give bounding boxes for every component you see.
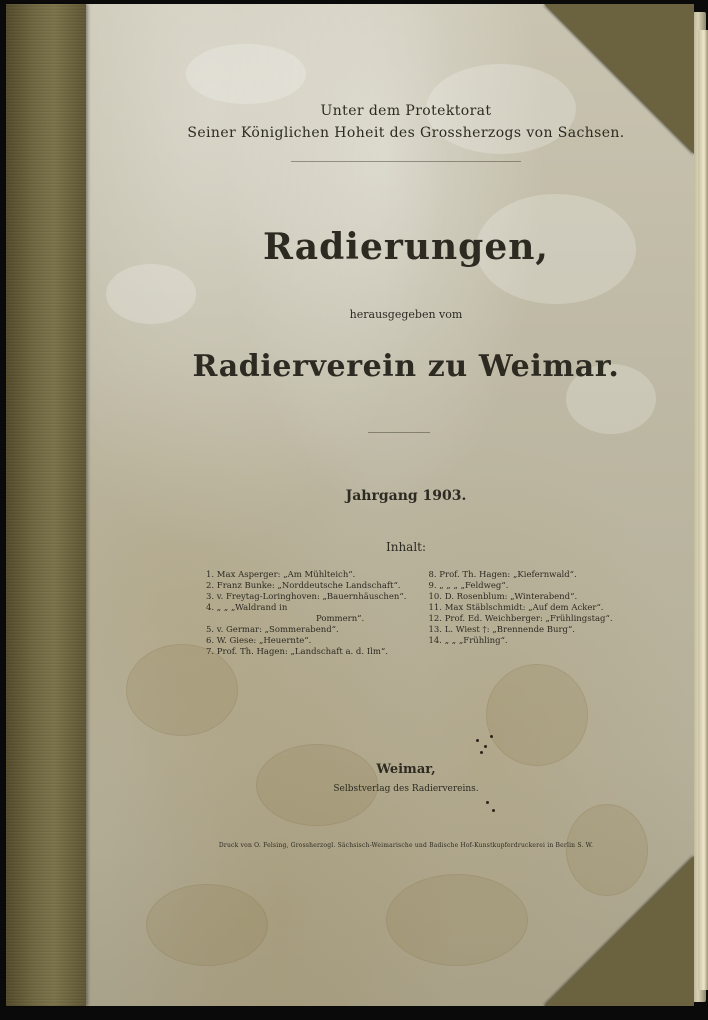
contents-entry: 13. L. Wiest †: „Brennende Burg“. (428, 625, 576, 635)
contents-entry: 1. Max Asperger: „Am Mühlteich“. (206, 570, 356, 580)
stain (486, 664, 588, 766)
contents-entry: 3. v. Freytag-Loringhoven: „Bauernhäuschen“. (206, 592, 407, 602)
contents-list (206, 570, 626, 658)
divider-rule (291, 161, 521, 162)
page-edges-inner (698, 30, 708, 990)
divider-rule (368, 432, 430, 433)
contents-entry: 9. „ „ „ „Feldweg“. (428, 581, 509, 591)
protectorate-line-2: Seiner Königlichen Hoheit des Grossherzogs von Sachsen. (187, 125, 625, 141)
contents-entry: 5. v. Germar: „Sommerabend“. (206, 625, 339, 635)
contents-entry: 12. Prof. Ed. Weichberger: „Frühlingstag“. (428, 614, 613, 624)
cloth-corner-bottom-right (544, 856, 694, 1006)
cloth-spine (6, 4, 86, 1006)
contents-heading: Inhalt: (385, 540, 427, 554)
contents-entry: 10. D. Rosenblum: „Winterabend“. (428, 592, 578, 602)
contents-entry: 11. Max Stäblschmidt: „Auf dem Acker“. (428, 603, 604, 613)
stain (146, 884, 268, 966)
protectorate-line-1: Unter dem Protektorat (320, 103, 492, 119)
contents-entry: 14. „ „ „Frühling“. (428, 636, 508, 646)
contents-entry: Pommern“. (316, 614, 365, 624)
cover-title: Radierungen, (263, 226, 549, 268)
stain (186, 44, 306, 104)
publisher-name: Radierverein zu Weimar. (192, 349, 620, 384)
contents-entry: 2. Franz Bunke: „Norddeutsche Landschaft“. (206, 581, 401, 591)
publication-place: Weimar, (376, 762, 436, 777)
cover-subtitle: herausgegeben vom (349, 308, 463, 321)
contents-entry: 4. „ „ „Waldrand in (206, 603, 288, 613)
self-published-note: Selbstverlag des Radiervereins. (333, 784, 479, 794)
printer-imprint: Druck von O. Felsing, Grossherzogl. Sächsisch-Weimarische und Badische Hof-Kunstkupferdruckerei in Berlin S. W. (218, 842, 594, 849)
cover-board (6, 4, 694, 1006)
contents-column-left (206, 570, 408, 658)
contents-column-right (428, 570, 626, 658)
protectorate-text (126, 100, 686, 144)
contents-entry: 6. W. Giese: „Heuernte“. (206, 636, 312, 646)
stain (386, 874, 528, 966)
volume-year: Jahrgang 1903. (345, 488, 467, 504)
contents-entry: 7. Prof. Th. Hagen: „Landschaft a. d. Ilm“. (206, 647, 388, 657)
contents-entry: 8. Prof. Th. Hagen: „Kiefernwald“. (428, 570, 577, 580)
